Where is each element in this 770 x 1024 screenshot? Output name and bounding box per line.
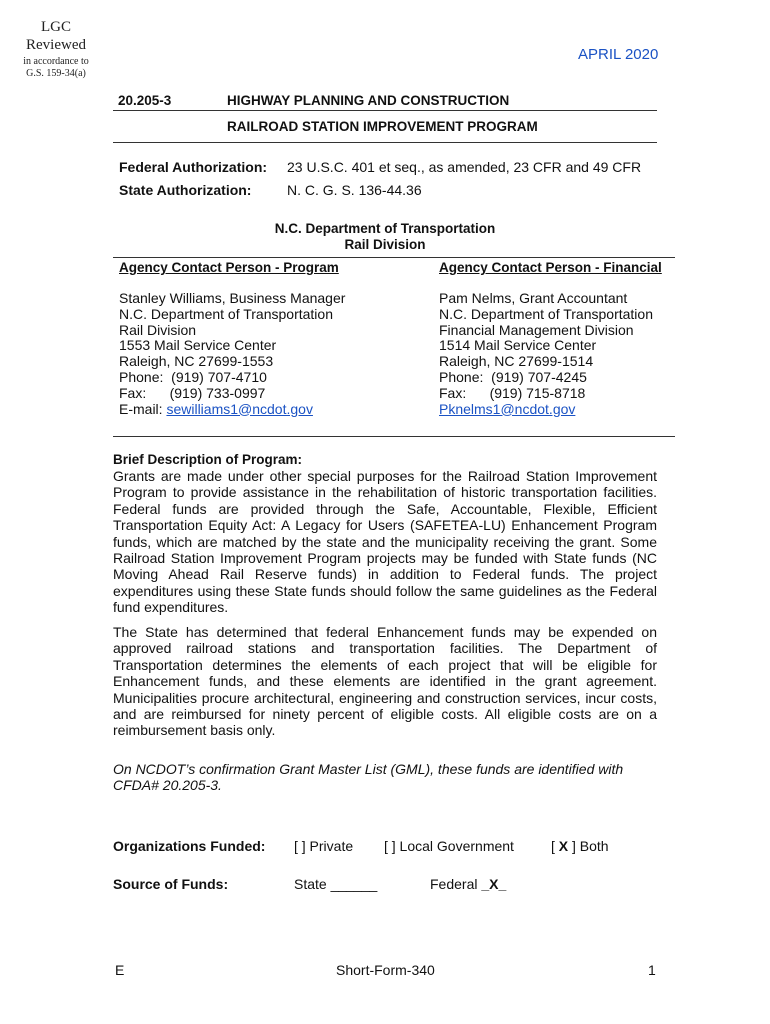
financial-contact-block: [439, 291, 653, 417]
stamp-line-3: in accordance to: [23, 56, 89, 67]
program-contact-line: Fax: (919) 733-0997: [119, 384, 266, 401]
financial-contact-line: Financial Management Division: [439, 321, 634, 338]
department-division: Rail Division: [344, 237, 426, 252]
financial-contact-line: Raleigh, NC 27699-1514: [439, 353, 594, 370]
financial-contact-line: Fax: (919) 715-8718: [439, 384, 586, 401]
header-rule-bottom: [113, 142, 657, 143]
lgc-review-stamp: [0, 18, 112, 80]
program-contact-line: Raleigh, NC 27699-1553: [119, 353, 274, 370]
source-of-funds-label: Source of Funds:: [113, 876, 229, 892]
financial-contact-line: Pam Nelms, Grant Accountant: [439, 290, 628, 306]
program-subtitle: RAILROAD STATION IMPROVEMENT PROGRAM: [227, 119, 538, 134]
cfda-note: On NCDOT’s confirmation Grant Master List (GML), these funds are identified with CFDA# 20.205-3.: [113, 761, 624, 794]
organizations-funded-label: Organizations Funded:: [113, 838, 266, 854]
description-paragraph-2: The State has determined that federal Enhancement funds may be expended on approved railroad stations and transportation facilities. The Department of Transportation determines the elements of each project that will be eligible for Enhancement funds, and these elements are identified in the grant agreement. Municipalities procure architectural, engineering and construction services, incur costs, and are reimbursed for ninety percent of eligible costs. All eligible costs are on a reimbursement basis only.: [113, 624, 657, 739]
stamp-line-2: Reviewed: [26, 37, 86, 53]
both-label: ] Both: [568, 838, 609, 854]
financial-email-row: [439, 402, 653, 418]
both-open-bracket: [: [551, 838, 559, 854]
financial-contact-line: Phone: (919) 707-4245: [439, 368, 587, 385]
program-contact-block: [119, 291, 345, 417]
organizations-private-option: [ ] Private: [294, 838, 354, 854]
both-mark: X: [558, 838, 569, 854]
financial-contact-line: 1514 Mail Service Center: [439, 337, 597, 354]
footer-page-number: 1: [648, 962, 656, 978]
federal-authorization-value: 23 U.S.C. 401 et seq., as amended, 23 CFR and 49 CFR: [287, 159, 642, 175]
program-email-link[interactable]: sewilliams1@ncdot.gov: [166, 400, 313, 417]
financial-contact-line: N.C. Department of Transportation: [439, 305, 653, 322]
department-name: N.C. Department of Transportation: [274, 221, 496, 236]
federal-authorization-label: Federal Authorization:: [119, 159, 268, 175]
program-title: HIGHWAY PLANNING AND CONSTRUCTION: [227, 93, 510, 108]
program-contact-line: N.C. Department of Transportation: [119, 305, 333, 322]
program-email-row: [119, 402, 345, 418]
financial-email-link[interactable]: Pknelms1@ncdot.gov: [439, 400, 576, 417]
financial-contact-heading: Agency Contact Person - Financial: [439, 260, 662, 275]
footer-left: E: [115, 962, 125, 978]
program-contact-line: Rail Division: [119, 321, 197, 338]
contacts-rule-top: [113, 257, 675, 258]
program-contact-line: Stanley Williams, Business Manager: [119, 290, 346, 306]
footer-form-name: Short-Form-340: [336, 962, 435, 978]
program-contact-heading: Agency Contact Person - Program: [119, 260, 339, 275]
state-authorization-label: State Authorization:: [119, 182, 252, 198]
document-date: APRIL 2020: [578, 46, 659, 63]
program-contact-line: 1553 Mail Service Center: [119, 337, 277, 354]
description-title: Brief Description of Program:: [113, 452, 303, 467]
stamp-line-4: G.S. 159-34(a): [26, 68, 86, 79]
funds-state-option: State ______: [294, 876, 378, 892]
program-number: 20.205-3: [118, 93, 172, 108]
federal-label: Federal: [430, 876, 482, 892]
organizations-both-option: [551, 838, 609, 854]
program-email-label: E-mail:: [119, 400, 167, 417]
stamp-line-1: LGC: [41, 19, 71, 35]
contacts-rule-bottom: [113, 436, 675, 437]
organizations-local-option: [ ] Local Government: [384, 838, 514, 854]
program-contact-line: Phone: (919) 707-4710: [119, 368, 267, 385]
header-rule-top: [113, 110, 657, 111]
state-authorization-value: N. C. G. S. 136-44.36: [287, 182, 422, 198]
funds-federal-option: [430, 876, 506, 892]
federal-mark: _X_: [481, 876, 507, 892]
description-paragraph-1: Grants are made under other special purposes for the Railroad Station Improvement Program to provide assistance in the rehabilitation of historic transportation facilities. Federal funds are provided through the Safe, Accountable, Flexible, Efficient Transportation Equity Act: A Legacy for Users (SAFETEA-LU) Enhancement Program funds, which are matched by the state and the municipality receiving the grant. Some Railroad Station Improvement Program projects may be funded with State funds (NC Moving Ahead Rail Reserve funds) in addition to Federal funds. The project expenditures using these State funds should follow the same guidelines as the Federal fund expenditures.: [113, 468, 657, 616]
